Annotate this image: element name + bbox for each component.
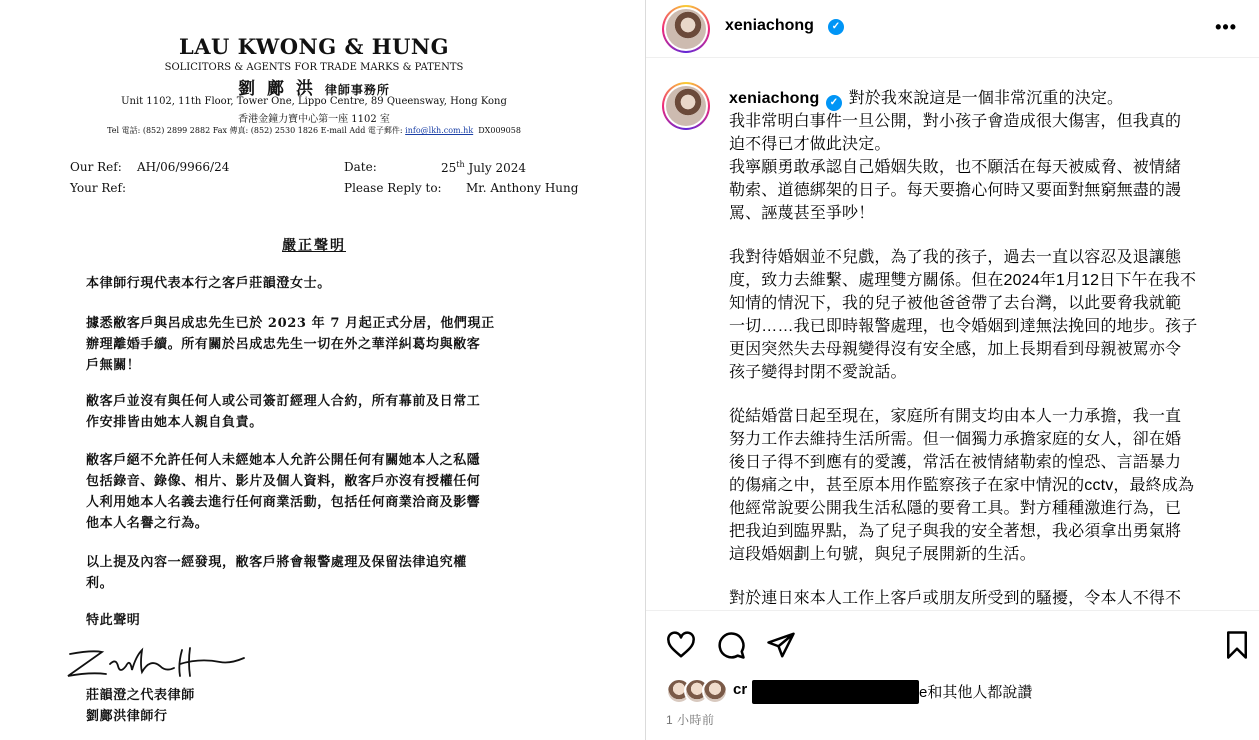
caption-line: 我寧願勇敢承認自己婚姻失敗，也不願活在每天被威脅、被情緒 bbox=[729, 159, 1182, 176]
caption-line: 一切……我已即時報警處理，也令婚姻到達無法挽回的地步。孩子 bbox=[729, 318, 1198, 335]
redaction-bar bbox=[752, 680, 919, 704]
caption-line: 這段婚姻劃上句號，與兒子展開新的生活。 bbox=[729, 546, 1036, 563]
post-actions bbox=[646, 610, 1259, 740]
comment-icon[interactable] bbox=[716, 630, 746, 660]
our-ref-value: AH/06/9966/24 bbox=[137, 160, 230, 174]
avatar-photo bbox=[666, 9, 706, 49]
author-avatar[interactable] bbox=[662, 5, 710, 53]
date-label: Date: bbox=[344, 160, 377, 174]
date-value: 25th July 2024 bbox=[441, 160, 526, 175]
liker-avatar bbox=[702, 678, 728, 704]
post-header bbox=[646, 0, 1259, 58]
likes-summary[interactable]: e和其他人都說讚 bbox=[919, 684, 1033, 701]
caption-line: 努力工作去維持生活所需。但一個獨力承擔家庭的女人，卻在婚 bbox=[729, 431, 1182, 448]
caption-line: 更因突然失去母親變得沒有安全感，加上長期看到母親被罵亦令 bbox=[729, 341, 1182, 358]
caption-line: 迫不得已才做此決定。 bbox=[729, 136, 891, 153]
letter-line: 據悉敝客戶與呂成忠先生已於 2023 年 7 月起正式分居，他們現正 bbox=[86, 316, 495, 331]
letter-line: 敝客戶絕不允許任何人未經她本人允許公開任何有關她本人之私隱 bbox=[86, 453, 481, 468]
caption-line: 他經常說要公開我生活私隱的要脅工具。對方種種激進行為，已 bbox=[729, 500, 1182, 517]
verified-badge-icon: ✓ bbox=[828, 19, 844, 35]
firm-chinese-name-suffix: 律師事務所 bbox=[324, 83, 390, 97]
letter-title: 嚴正聲明 bbox=[282, 238, 346, 254]
firm-chinese-name-main: 劉 鄺 洪 bbox=[238, 79, 316, 99]
our-ref bbox=[70, 160, 122, 174]
firm-name: LAU KWONG & HUNG bbox=[178, 34, 450, 59]
caption-line: 從結婚當日起至現在，家庭所有開支均由本人一力承擔，我一直 bbox=[729, 408, 1182, 425]
letter-line: 戶無關！ bbox=[86, 358, 141, 373]
likes-prefix[interactable]: cr bbox=[733, 681, 748, 698]
header-username[interactable]: xeniachong bbox=[725, 17, 814, 34]
firm-contact bbox=[0, 125, 628, 136]
verified-badge-icon: ✓ bbox=[826, 95, 842, 111]
caption-avatar[interactable] bbox=[662, 82, 710, 130]
reply-label: Please Reply to: bbox=[344, 181, 442, 195]
letter-line: 敝客戶並沒有與任何人或公司簽訂經理人合約，所有幕前及日常工 bbox=[86, 394, 481, 409]
letter-paragraph-1 bbox=[86, 273, 546, 294]
letter-line: 利。 bbox=[86, 576, 114, 591]
signoff-line-2: 劉鄺洪律師行 bbox=[86, 709, 168, 724]
caption-line: 的傷痛之中，甚至原本用作監察孩子在家中情況的cctv，最終成為 bbox=[729, 477, 1195, 494]
firm-address-cn: 香港金鐘力寶中心第一座 1102 室 bbox=[238, 114, 390, 125]
caption-line: 罵、誣蔑甚至爭吵！ bbox=[729, 205, 875, 222]
letter-paragraph-6 bbox=[86, 610, 546, 631]
caption-line: 我非常明白事件一旦公開，對小孩子會造成很大傷害，但我真的 bbox=[729, 113, 1182, 130]
share-send-icon[interactable] bbox=[766, 630, 796, 660]
like-heart-icon[interactable] bbox=[666, 630, 696, 660]
handwritten-signature bbox=[62, 642, 252, 682]
firm-address-en: Unit 1102, 11th Floor, Tower One, Lippo Centre, 89 Queensway, Hong Kong bbox=[121, 96, 507, 107]
letter-line: 作安排皆由她本人親自負責。 bbox=[86, 415, 263, 430]
letter-line: 包括錄音、錄像、相片、影片及個人資料，敝客戶亦沒有授權任何 bbox=[86, 474, 481, 489]
letter-line: 本律師行現代表本行之客戶莊韻澄女士。 bbox=[86, 276, 331, 291]
letter-paragraph-5 bbox=[86, 552, 546, 594]
our-ref-label: Our Ref: bbox=[70, 160, 122, 174]
letter-line: 特此聲明 bbox=[86, 613, 141, 628]
caption-username[interactable]: xeniachong bbox=[729, 90, 820, 107]
post-caption bbox=[646, 58, 1259, 610]
caption-line: 孩子變得封閉不愛說話。 bbox=[729, 364, 907, 381]
firm-email: info@lkh.com.hk bbox=[405, 126, 474, 135]
caption-line: 我對待婚姻並不兒戲，為了我的孩子，過去一直以容忍及退讓態 bbox=[729, 249, 1182, 266]
caption-line: 把我迫到臨界點，為了兒子與我的安全著想，我必須拿出勇氣將 bbox=[729, 523, 1182, 540]
likes-username-start[interactable] bbox=[733, 681, 747, 698]
letter-paragraph-3 bbox=[86, 391, 546, 433]
instagram-post-panel bbox=[645, 0, 1258, 740]
caption-line: 對於連日來本人工作上客戶或朋友所受到的騷擾，令本人不得不 bbox=[729, 590, 1182, 607]
firm-subtitle: SOLICITORS & AGENTS FOR TRADE MARKS & PATENTS bbox=[164, 62, 464, 73]
caption-line: 度，致力去維繫、處理雙方關係。但在2024年1月12日下午在我不 bbox=[729, 272, 1197, 289]
caption-line: 後日子得不到應有的愛護，常活在被情緒勒索的惶恐、言語暴力 bbox=[729, 454, 1182, 471]
letter-paragraph-4 bbox=[86, 450, 546, 534]
save-bookmark-icon[interactable] bbox=[1222, 630, 1252, 660]
your-ref-label: Your Ref: bbox=[70, 181, 127, 195]
letter-line: 以上提及內容一經發現，敝客戶將會報警處理及保留法律追究權 bbox=[86, 555, 467, 570]
letter-line: 他本人名譽之行為。 bbox=[86, 516, 209, 531]
caption-first-text: 對於我來說這是一個非常沉重的決定。 bbox=[848, 90, 1124, 107]
letter-line: 辦理離婚手續。所有關於呂成忠先生一切在外之華洋糾葛均與敝客 bbox=[86, 337, 481, 352]
reply-value: Mr. Anthony Hung bbox=[466, 181, 579, 195]
letter-line: 人利用她本人名義去進行任何商業活動，包括任何商業洽商及影響 bbox=[86, 495, 481, 510]
avatar-photo bbox=[666, 86, 706, 126]
firm-contact-numbers: Tel 電話: (852) 2899 2882 Fax 傳真: (852) 2530 1826 E-mail Add 電子郵件: bbox=[107, 126, 406, 135]
letter-paragraph-2 bbox=[86, 313, 546, 376]
letter-signoff bbox=[86, 685, 546, 727]
post-timestamp[interactable]: 1 小時前 bbox=[666, 713, 715, 727]
signoff-line-1: 莊韻澄之代表律師 bbox=[86, 688, 195, 703]
more-options-icon[interactable]: ••• bbox=[1215, 17, 1237, 37]
firm-dx: DX009058 bbox=[478, 126, 521, 135]
caption-line: 知情的情況下，我的兒子被他爸爸帶了去台灣，以此要脅我就範 bbox=[729, 295, 1182, 312]
caption-line: 勒索、道德綁架的日子。每天要擔心何時又要面對無窮無盡的謾 bbox=[729, 182, 1182, 199]
caption-first-line bbox=[729, 87, 1123, 110]
